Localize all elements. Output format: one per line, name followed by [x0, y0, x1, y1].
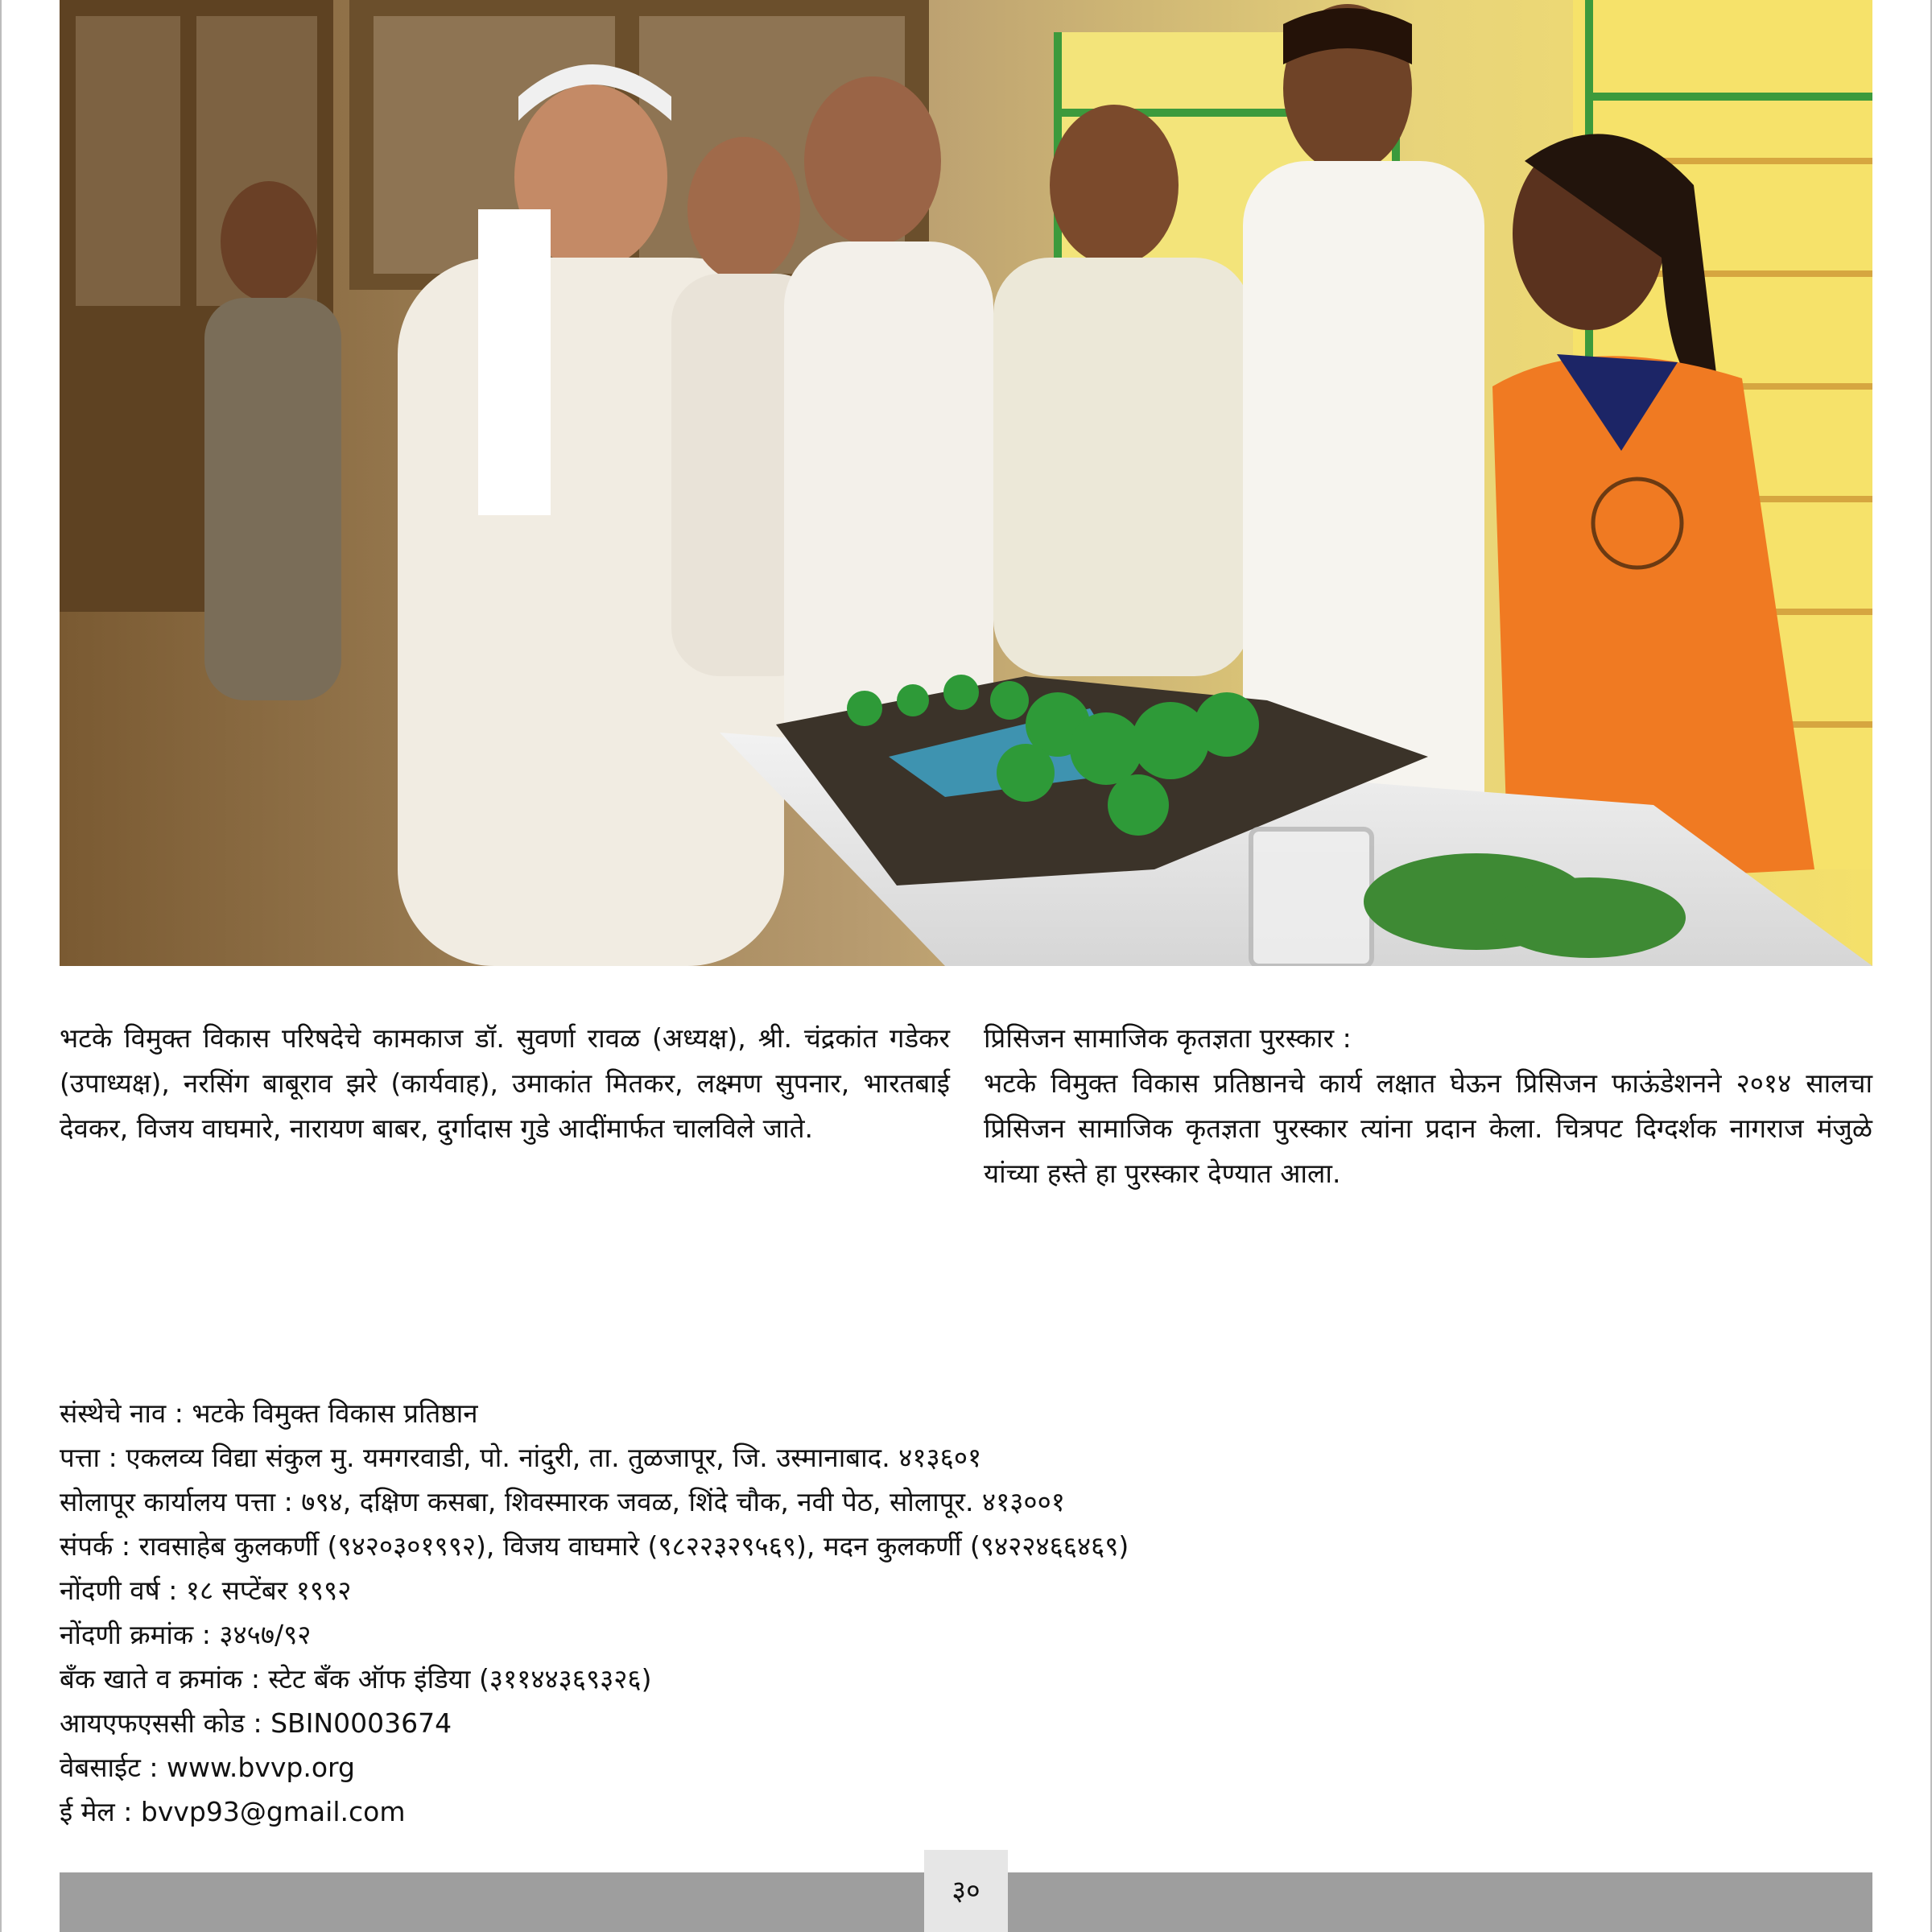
photo-illustration: [60, 0, 1872, 966]
right-paragraph: [984, 1016, 1872, 1196]
award-heading: प्रिसिजन सामाजिक कृतज्ञता पुरस्कार :: [984, 1022, 1352, 1054]
info-registration-year: नोंदणी वर्ष : १८ सप्टेंबर १९९२: [60, 1575, 352, 1606]
info-contact: संपर्क : रावसाहेब कुलकर्णी (९४२०३०१९९२), विजय वाघमारे (९८२२३२९५६९), मदन कुलकर्णी (९४२२४६६४६९): [60, 1530, 1129, 1562]
organization-info: [60, 1391, 1589, 1834]
info-name: संस्थेचे नाव : भटके विमुक्त विकास प्रतिष्ठान: [60, 1397, 478, 1429]
info-website: वेबसाईट : www.bvvp.org: [60, 1752, 355, 1783]
info-ifsc: आयएफएससी कोड : SBIN0003674: [60, 1707, 452, 1739]
info-registration-number: नोंदणी क्रमांक : ३४५७/९२: [60, 1619, 312, 1650]
info-email: ई मेल : bvvp93@gmail.com: [60, 1796, 406, 1827]
info-bank-account: बँक खाते व क्रमांक : स्टेट बँक ऑफ इंडिया (३११४४३६९३२६): [60, 1663, 652, 1695]
page-number: ३०: [924, 1850, 1008, 1932]
info-solapur-address: सोलापूर कार्यालय पत्ता : ७९४, दक्षिण कसबा, शिवस्मारक जवळ, शिंदे चौक, नवी पेठ, सोलापूर. ४१३००१: [60, 1486, 1065, 1517]
left-paragraph: [60, 1016, 950, 1151]
info-address: पत्ता : एकलव्य विद्या संकुल मु. यमगरवाडी, पो. नांदुरी, ता. तुळजापूर, जि. उस्मानाबाद. ४१३६०१: [60, 1442, 982, 1473]
award-text: भटके विमुक्त विकास प्रतिष्ठानचे कार्य लक्षात घेऊन प्रिसिजन फाऊंडेशनने २०१४ सालचा प्रिसिजन सामाजिक कृतज्ञता पुरस्कार त्यांना प्रदान केला. चित्रपट दिग्दर्शक नागराज मंजुळे यांच्या हस्ते हा पुरस्कार देण्यात आला.: [984, 1067, 1872, 1189]
left-paragraph-text: भटके विमुक्त विकास परिषदेचे कामकाज डॉ. सुवर्णा रावळ (अध्यक्ष), श्री. चंद्रकांत गडेकर (उपाध्यक्ष), नरसिंग बाबूराव झरे (कार्यवाह), उमाकांत मितकर, लक्ष्मण सुपनार, भारतबाई देवकर, विजय वाघमारे, नारायण बाबर, दुर्गादास गुडे आदींमार्फत चालविले जाते.: [60, 1022, 950, 1144]
photo-science-exhibition: [60, 0, 1872, 966]
